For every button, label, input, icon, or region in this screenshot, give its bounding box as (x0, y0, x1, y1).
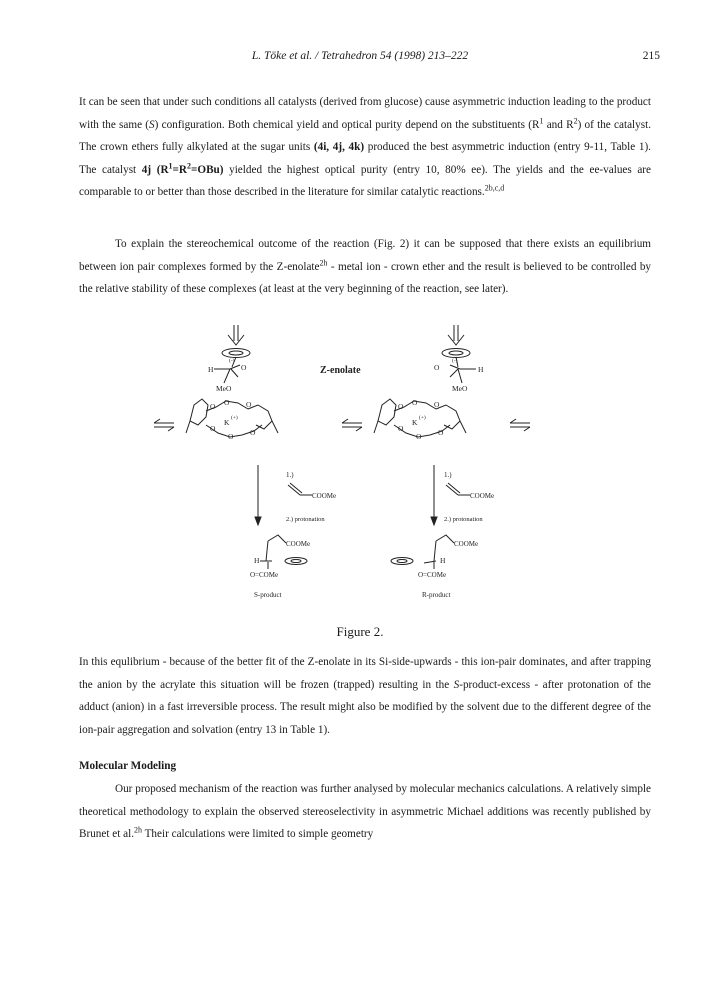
right-crown-o3: O (434, 400, 440, 409)
left-crown-o6: O (250, 428, 256, 437)
r-product-label: R-product (422, 591, 451, 599)
p4-text-b: Their calculations were limited to simple geometry (142, 828, 374, 840)
right-enolate-charge: (-) (452, 358, 458, 364)
s-product-ester: O=COMe (250, 571, 279, 579)
p2-ref-sup: 2h (319, 257, 328, 267)
section-heading: Molecular Modeling (79, 760, 177, 772)
p2-text-b: - metal ion - crown ether and the result is believed to be controlled by the relative stability of these complexes (at least at the very beginning of the reaction, see later). (79, 260, 652, 295)
right-down-arrow (448, 325, 464, 345)
right-crown-o5: O (416, 432, 422, 441)
p1-text-a: It can be seen that under such conditions all catalysts (derived from glucose) cause asymmetric induction leading to the product with the same ( (79, 96, 651, 131)
left-enolate-meo: MeO (216, 384, 232, 393)
p1-text-e: produced the best asymmetric induction (entry 9-11, Table 1). The catalyst (79, 141, 651, 176)
p1-text-c: and R (543, 118, 574, 131)
p1-text-b: ) configuration. Both chemical yield and optical purity depend on the substituents (R (154, 118, 540, 131)
left-crown-o4: O (210, 424, 216, 433)
left-crown-o3: O (246, 400, 252, 409)
p1-bold-eq: =R (172, 163, 187, 176)
page-number: 215 (642, 50, 660, 62)
left-enolate-o: O (241, 363, 247, 372)
s-product-coome: COOMe (286, 540, 311, 548)
figure-2-scheme (90, 325, 630, 605)
right-enolate-structure (442, 349, 476, 384)
p1-bold-r: (R (151, 163, 169, 176)
left-crown-charge: (+) (231, 415, 238, 421)
s-product-h: H (254, 556, 260, 565)
p1-sup-r1: 1 (539, 115, 544, 125)
paragraph-3 (79, 651, 651, 741)
right-step-1: 1.) (444, 471, 452, 479)
right-crown-o4: O (398, 424, 404, 433)
right-crown-charge: (+) (419, 415, 426, 421)
p1-text-g: yielded the highest optical purity (entry 10, 80% ee). The yields and the ee-values are comparable to or better than those described in the literature for similar catalytic reactions. (79, 163, 651, 198)
r-product-ester: O=COMe (418, 571, 447, 579)
p4-text-a: Our proposed mechanism of the reaction was further analysed by molecular mechanics calculations. A relatively simple theoretical methodology to explain the observed stereoselectivity in asymmetric Michael additions was recently published by Brunet et al. (79, 783, 651, 840)
p1-text-d: ) of the catalyst. The crown ethers fully alkylated at the sugar units (79, 118, 651, 153)
paragraph-4 (79, 778, 651, 846)
left-crown-o2: O (224, 398, 230, 407)
right-crown-o6: O (438, 428, 444, 437)
right-reagent: COOMe (470, 492, 495, 500)
right-enolate-h: H (478, 365, 484, 374)
page-header (0, 50, 720, 66)
p3-config-s: S (453, 678, 460, 691)
paragraph-2 (79, 233, 651, 301)
paragraph-1 (79, 91, 651, 204)
right-enolate-o: O (434, 363, 440, 372)
left-crown-o1: O (210, 402, 216, 411)
r-product-h: H (440, 556, 446, 565)
p1-bold-4j: 4j (141, 163, 152, 176)
equilibrium-arrow-left (154, 419, 174, 431)
p1-bold-sup1: 1 (168, 160, 173, 170)
p1-bold-obu: =OBu) (191, 163, 224, 176)
left-step-1: 1.) (286, 471, 294, 479)
z-enolate-label: Z-enolate (320, 365, 361, 376)
right-crown-o2: O (412, 398, 418, 407)
right-enolate-meo: MeO (452, 384, 468, 393)
equilibrium-arrow-middle (342, 419, 362, 431)
p1-sup-r2: 2 (573, 115, 578, 125)
right-crown-k: K (412, 418, 418, 427)
p1-bold-compounds: (4i, 4j, 4k) (313, 141, 365, 153)
left-enolate-charge: (-) (229, 358, 235, 364)
equilibrium-arrow-right (510, 419, 530, 431)
s-product-label: S-product (254, 591, 282, 599)
left-enolate-h: H (208, 365, 214, 374)
p3-text-b: -product-excess - after protonation of the adduct (anion) in a fast irreversible process. The result might also be modified by the solvent due to the different degree of the ion-pair aggregation and solvation (entry 13 in Table 1). (79, 678, 651, 736)
left-reagent: COOMe (312, 492, 337, 500)
p4-ref-sup: 2h (134, 825, 142, 835)
right-crown-o1: O (398, 402, 404, 411)
p1-config-s: S (149, 118, 155, 131)
left-crown-k: K (224, 418, 230, 427)
left-crown-o5: O (228, 432, 234, 441)
figure-caption: Figure 2. (336, 624, 384, 639)
right-step-2: 2.) protonation (444, 516, 483, 523)
p3-text-a: In this equlibrium - because of the better fit of the Z-enolate in its Si-side-upwards - this ion-pair dominates, and after trapping the anion by the acrylate this situation will be frozen (trapped) resulting in the (79, 656, 651, 691)
running-title: L. Töke et al. / Tetrahedron 54 (1998) 213–222 (251, 50, 469, 62)
p1-ref-sup: 2b,c,d (484, 183, 505, 193)
r-product-coome: COOMe (454, 540, 479, 548)
p1-bold-sup2: 2 (187, 160, 191, 170)
left-step-2: 2.) protonation (286, 516, 325, 523)
left-down-arrow (228, 325, 244, 345)
p2-text-a: To explain the stereochemical outcome of the reaction (Fig. 2) it can be supposed that there exists an equilibrium between ion pair complexes formed by the Z-enolate (79, 238, 651, 273)
